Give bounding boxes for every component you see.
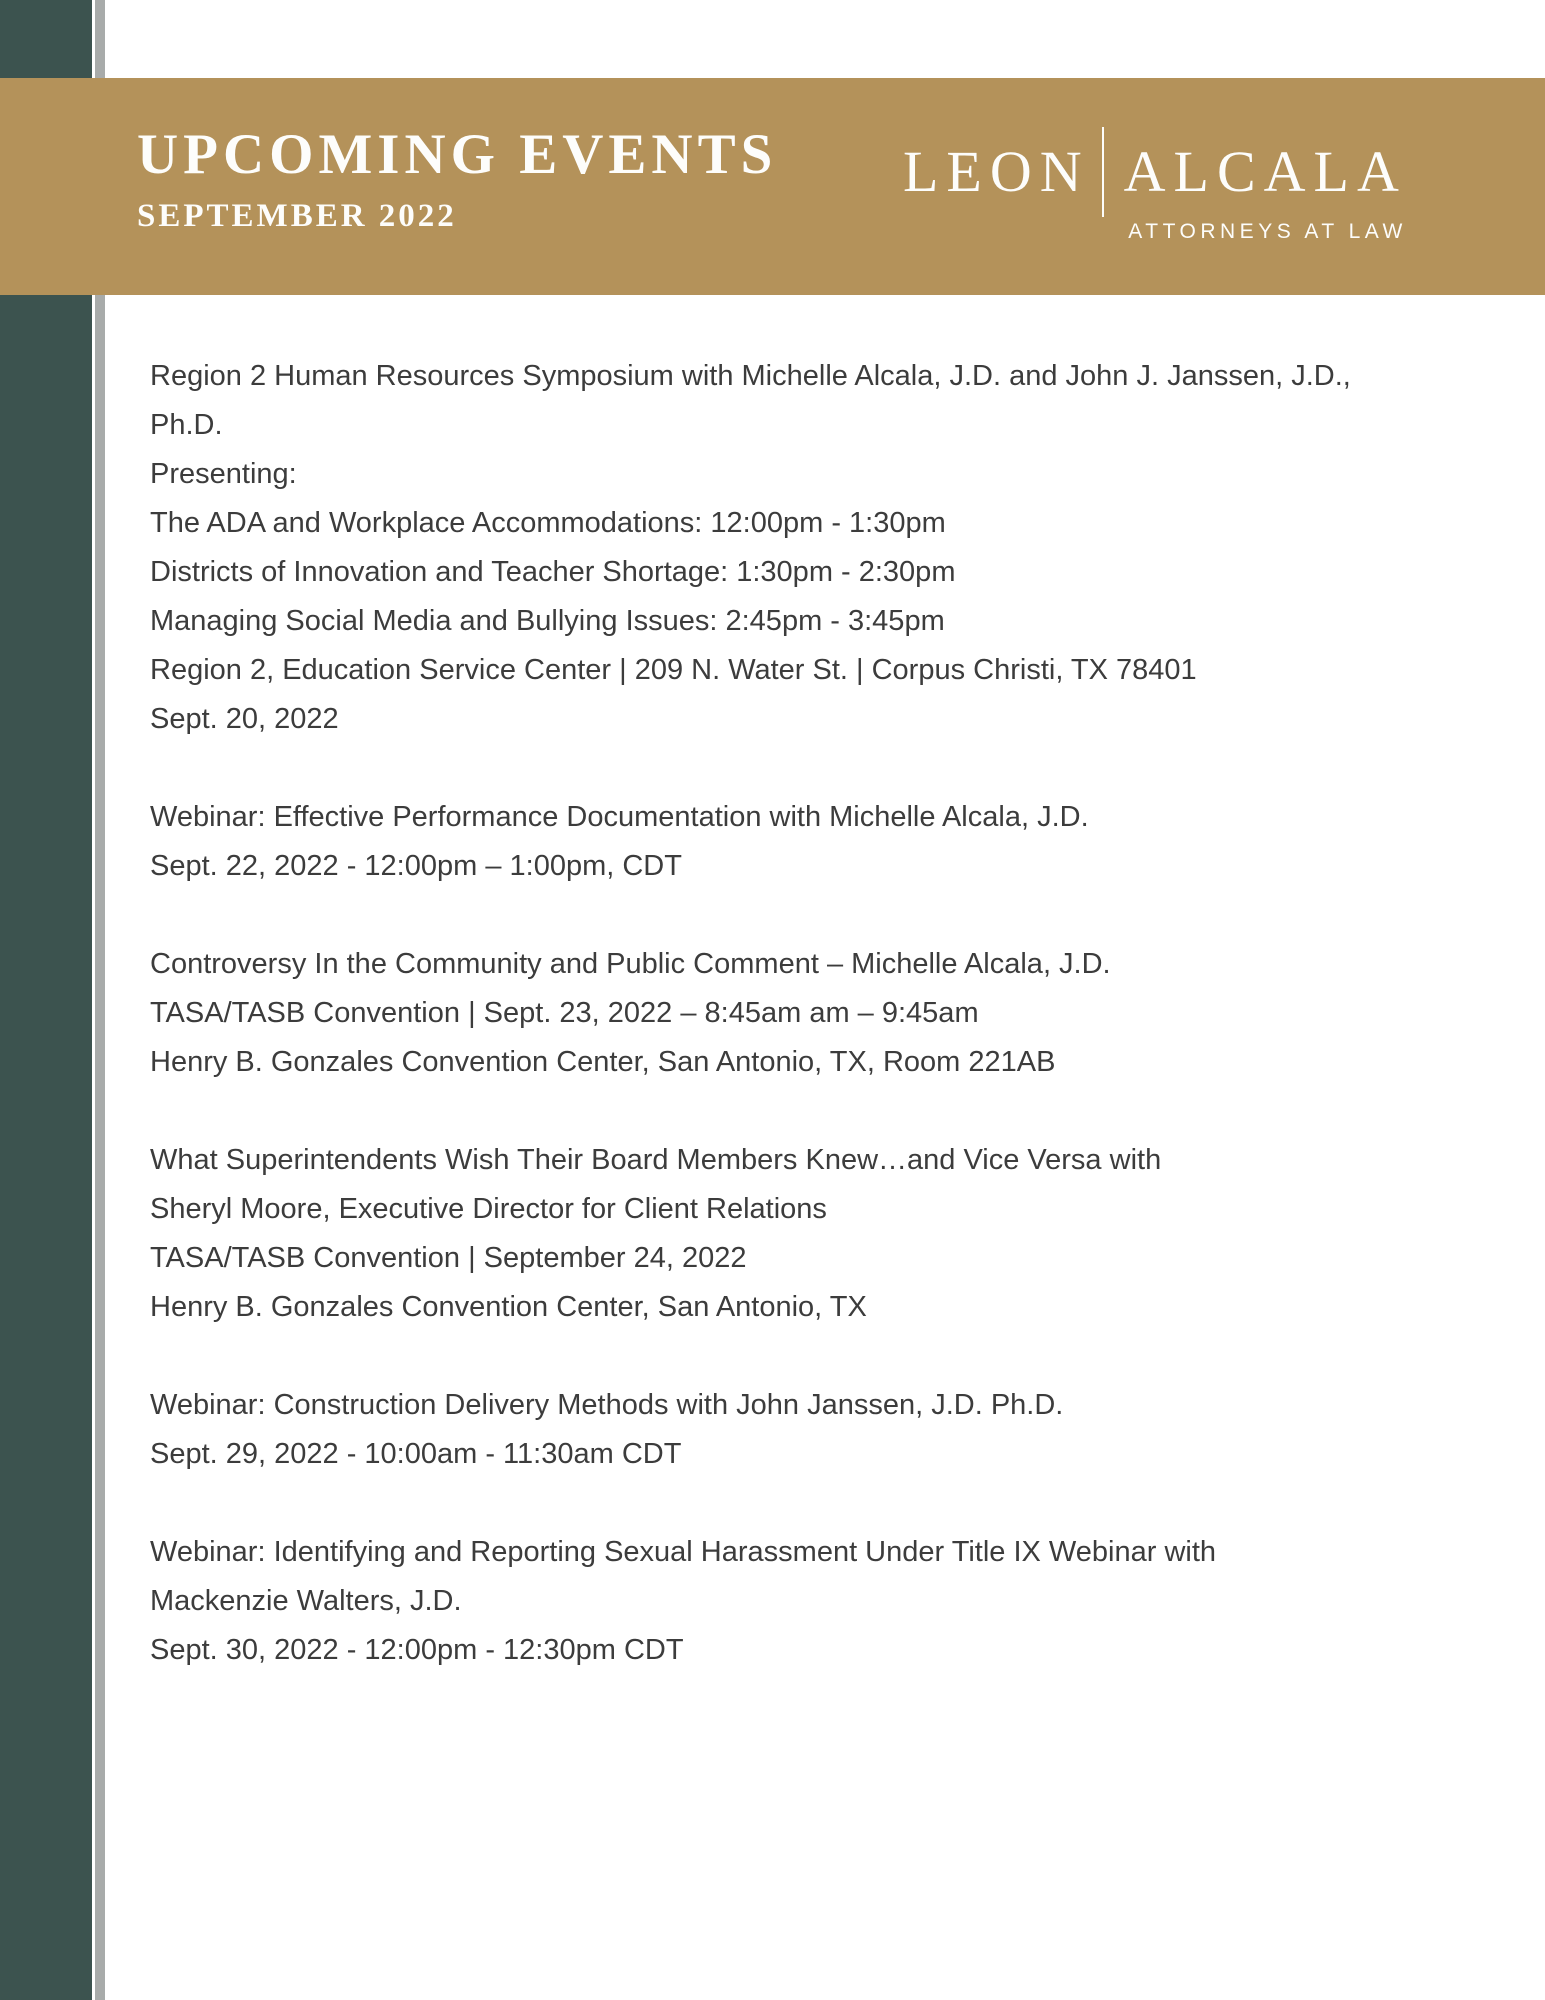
event-line: Mackenzie Walters, J.D. xyxy=(150,1585,462,1617)
event-line: Region 2, Education Service Center | 209 N. Water St. | Corpus Christi, TX 78401 xyxy=(150,654,1197,686)
event-line: Controversy In the Community and Public Comment – Michelle Alcala, J.D. xyxy=(150,948,1111,980)
event-line: Ph.D. xyxy=(150,409,223,441)
event-line: The ADA and Workplace Accommodations: 12:00pm - 1:30pm xyxy=(150,507,946,539)
header-band xyxy=(0,78,1545,295)
event-block xyxy=(150,793,1490,891)
event-block xyxy=(150,1381,1490,1479)
event-line: Henry B. Gonzales Convention Center, San Antonio, TX xyxy=(150,1291,867,1323)
event-line: Sheryl Moore, Executive Director for Client Relations xyxy=(150,1193,827,1225)
event-line: Presenting: xyxy=(150,458,297,490)
page-subtitle: SEPTEMBER 2022 xyxy=(137,198,457,234)
event-line: Webinar: Identifying and Reporting Sexual Harassment Under Title IX Webinar with xyxy=(150,1536,1217,1568)
event-line: Region 2 Human Resources Symposium with Michelle Alcala, J.D. and John J. Janssen, J.D., xyxy=(150,360,1351,392)
logo-word-leon: LEON xyxy=(903,139,1090,204)
logo-tagline: ATTORNEYS AT LAW xyxy=(1128,219,1407,243)
logo-right-block xyxy=(1124,127,1407,242)
firm-logo xyxy=(903,127,1407,242)
event-block xyxy=(150,1136,1490,1332)
left-teal-accent-bar xyxy=(0,0,92,2000)
event-line: Managing Social Media and Bullying Issues: 2:45pm - 3:45pm xyxy=(150,605,945,637)
event-line: TASA/TASB Convention | Sept. 23, 2022 – 8:45am am – 9:45am xyxy=(150,997,979,1029)
event-line: TASA/TASB Convention | September 24, 2022 xyxy=(150,1242,747,1274)
logo-divider-line xyxy=(1102,127,1104,217)
logo-word-alcala: ALCALA xyxy=(1123,139,1407,204)
event-line: Webinar: Construction Delivery Methods with John Janssen, J.D. Ph.D. xyxy=(150,1389,1064,1421)
events-list xyxy=(150,352,1490,1724)
event-line: Henry B. Gonzales Convention Center, San Antonio, TX, Room 221AB xyxy=(150,1046,1056,1078)
event-line: What Superintendents Wish Their Board Members Knew…and Vice Versa with xyxy=(150,1144,1162,1176)
left-gray-accent-bar xyxy=(95,0,105,2000)
page-title: UPCOMING EVENTS xyxy=(137,123,778,186)
event-line: Webinar: Effective Performance Documentation with Michelle Alcala, J.D. xyxy=(150,801,1089,833)
event-block xyxy=(150,1528,1490,1675)
event-block xyxy=(150,940,1490,1087)
event-line: Sept. 29, 2022 - 10:00am - 11:30am CDT xyxy=(150,1438,682,1470)
event-line: Sept. 20, 2022 xyxy=(150,703,339,735)
event-block xyxy=(150,352,1490,744)
event-line: Sept. 30, 2022 - 12:00pm - 12:30pm CDT xyxy=(150,1634,684,1666)
event-line: Districts of Innovation and Teacher Shortage: 1:30pm - 2:30pm xyxy=(150,556,956,588)
event-line: Sept. 22, 2022 - 12:00pm – 1:00pm, CDT xyxy=(150,850,682,882)
